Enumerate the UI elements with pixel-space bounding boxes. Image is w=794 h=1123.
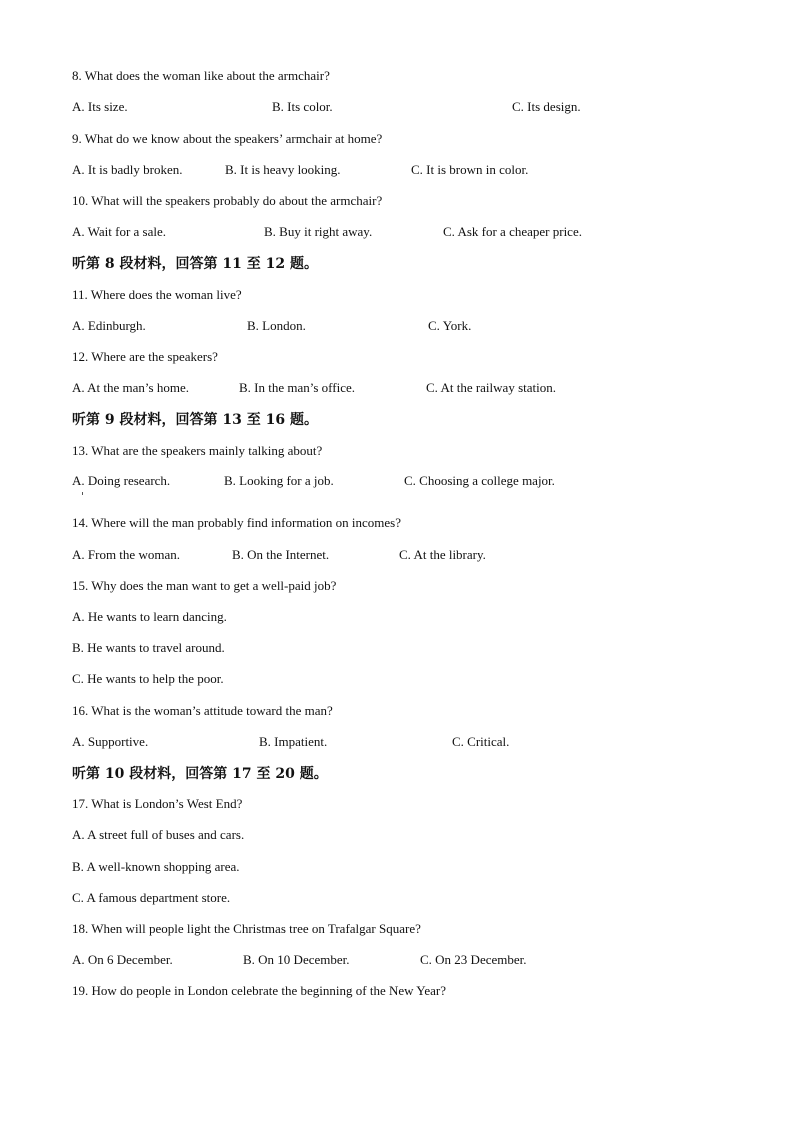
q8-option-a: A. Its size. xyxy=(72,99,128,114)
question-14: 14. Where will the man probably find information on incomes? xyxy=(72,515,402,530)
q16-option-b: B. Impatient. xyxy=(259,734,328,749)
q11-option-b: B. London. xyxy=(247,318,306,333)
q13-option-c: C. Choosing a college major. xyxy=(404,473,555,488)
q12-option-a: A. At the man’s home. xyxy=(72,380,189,395)
question-17: 17. What is London’s West End? xyxy=(72,796,243,811)
q15-option-b: B. He wants to travel around. xyxy=(72,640,225,655)
section-heading-8: 听第 8 段材料，回答第 11 至 12 题。 xyxy=(72,256,318,272)
q18-option-b: B. On 10 December. xyxy=(243,952,350,967)
q17-option-b: B. A well-known shopping area. xyxy=(72,859,240,874)
q15-option-c: C. He wants to help the poor. xyxy=(72,671,224,686)
q10-option-b: B. Buy it right away. xyxy=(264,224,373,239)
q14-option-b: B. On the Internet. xyxy=(232,547,330,562)
question-8: 8. What does the woman like about the armchair? xyxy=(72,68,330,83)
stray-mark xyxy=(82,492,83,495)
question-13: 13. What are the speakers mainly talking about? xyxy=(72,443,323,458)
q14-option-c: C. At the library. xyxy=(399,547,486,562)
q17-option-c: C. A famous department store. xyxy=(72,890,231,905)
q12-option-c: C. At the railway station. xyxy=(426,380,556,395)
q13-option-a: A. Doing research. xyxy=(72,473,171,488)
section-heading-10: 听第 10 段材料，回答第 17 至 20 题。 xyxy=(72,766,328,782)
q12-option-b: B. In the man’s office. xyxy=(239,380,356,395)
question-11: 11. Where does the woman live? xyxy=(72,287,242,302)
q17-option-a: A. A street full of buses and cars. xyxy=(72,827,245,842)
q16-option-c: C. Critical. xyxy=(452,734,510,749)
q9-option-c: C. It is brown in color. xyxy=(411,162,529,177)
q9-option-a: A. It is badly broken. xyxy=(72,162,183,177)
q18-option-a: A. On 6 December. xyxy=(72,952,173,967)
q18-option-c: C. On 23 December. xyxy=(420,952,527,967)
question-12: 12. Where are the speakers? xyxy=(72,349,218,364)
question-9: 9. What do we know about the speakers’ armchair at home? xyxy=(72,131,383,146)
question-18: 18. When will people light the Christmas tree on Trafalgar Square? xyxy=(72,921,421,936)
section-heading-9: 听第 9 段材料，回答第 13 至 16 题。 xyxy=(72,412,318,428)
q10-option-a: A. Wait for a sale. xyxy=(72,224,167,239)
q13-option-b: B. Looking for a job. xyxy=(224,473,334,488)
q11-option-c: C. York. xyxy=(428,318,472,333)
question-19: 19. How do people in London celebrate the beginning of the New Year? xyxy=(72,983,447,998)
q16-option-a: A. Supportive. xyxy=(72,734,149,749)
question-10: 10. What will the speakers probably do about the armchair? xyxy=(72,193,383,208)
q8-option-b: B. Its color. xyxy=(272,99,333,114)
q14-option-a: A. From the woman. xyxy=(72,547,180,562)
q10-option-c: C. Ask for a cheaper price. xyxy=(443,224,582,239)
q8-option-c: C. Its design. xyxy=(512,99,581,114)
question-16: 16. What is the woman’s attitude toward the man? xyxy=(72,703,333,718)
question-15: 15. Why does the man want to get a well-paid job? xyxy=(72,578,337,593)
q9-option-b: B. It is heavy looking. xyxy=(225,162,341,177)
q11-option-a: A. Edinburgh. xyxy=(72,318,146,333)
q15-option-a: A. He wants to learn dancing. xyxy=(72,609,227,624)
